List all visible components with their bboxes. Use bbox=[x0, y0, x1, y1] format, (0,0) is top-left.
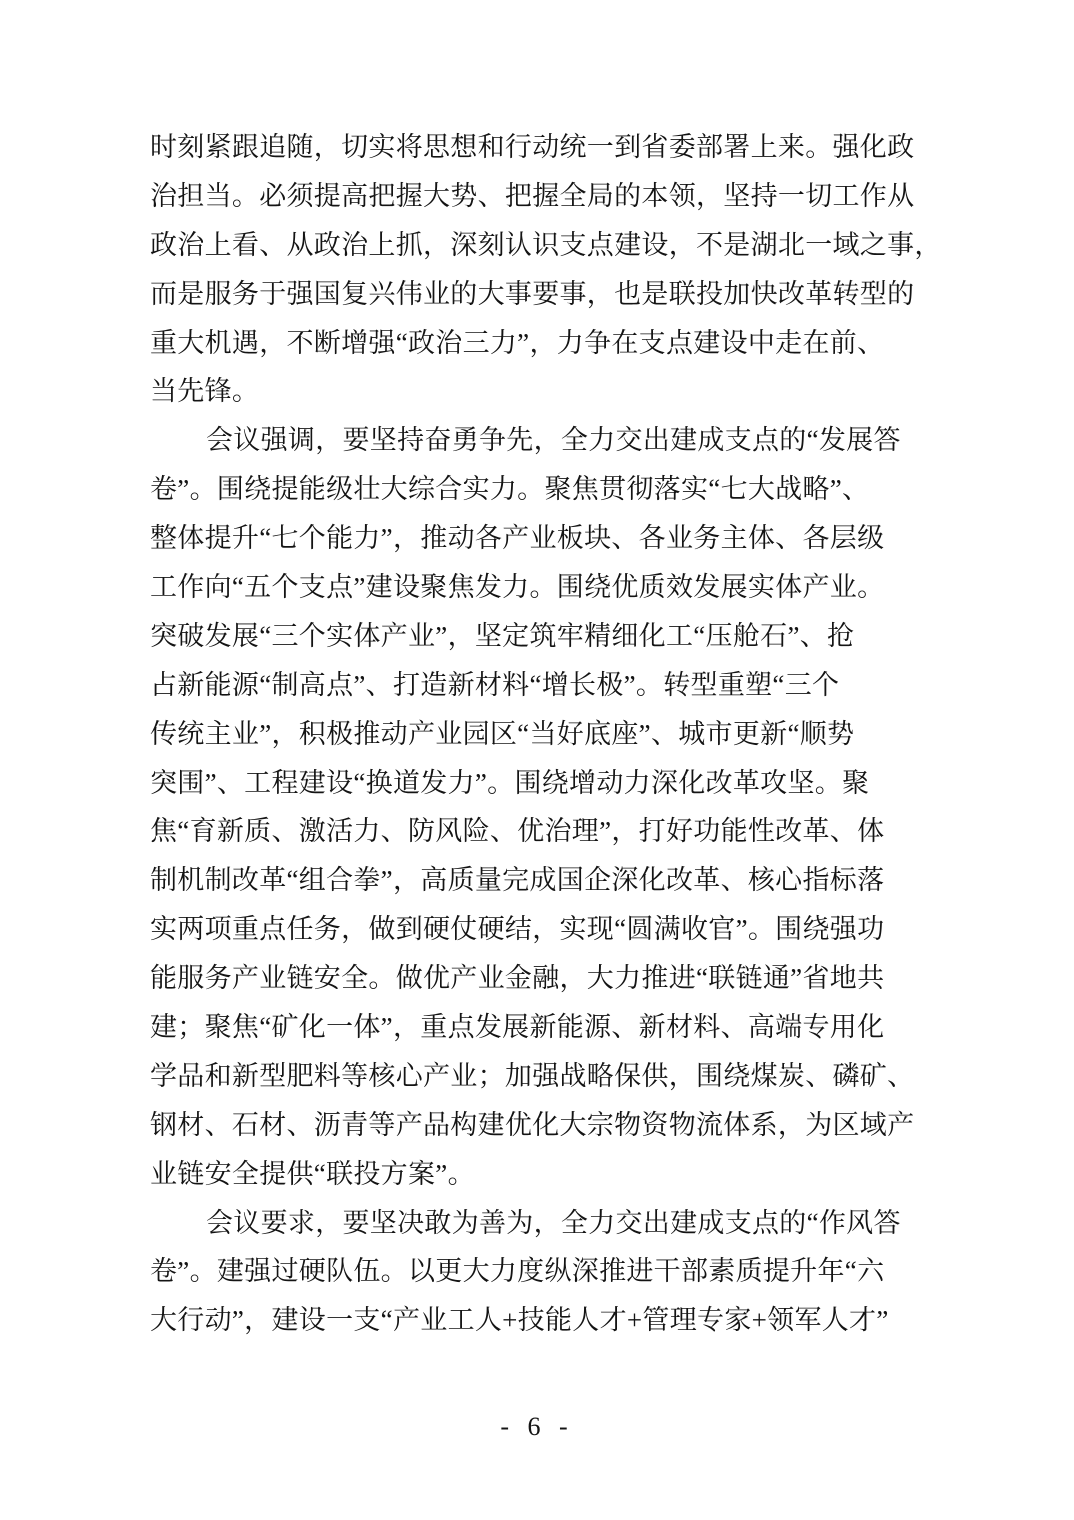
text-line: 会议强调，要坚持奋勇争先，全力交出建成支点的“发展答 bbox=[206, 425, 901, 456]
text-body bbox=[150, 123, 942, 1345]
page-number: - 6 - bbox=[500, 1412, 574, 1441]
text-line: 政治上看、从政治上抓，深刻认识支点建设，不是湖北一域之事， bbox=[150, 229, 942, 260]
text-line: 重大机遇，不断增强“政治三力”，力争在支点建设中走在前、 bbox=[150, 327, 885, 358]
text-line: 工作向“五个支点”建设聚焦发力。围绕优质效发展实体产业。 bbox=[150, 572, 885, 603]
text-line: 建；聚焦“矿化一体”，重点发展新能源、新材料、高端专用化 bbox=[150, 1012, 885, 1043]
text-line: 卷”。建强过硬队伍。以更大力度纵深推进干部素质提升年“六 bbox=[150, 1256, 885, 1287]
text-line: 会议要求，要坚决敢为善为，全力交出建成支点的“作风答 bbox=[206, 1207, 901, 1238]
text-line: 而是服务于强国复兴伟业的大事要事，也是联投加快改革转型的 bbox=[150, 278, 915, 309]
text-line: 学品和新型肥料等核心产业；加强战略保供，围绕煤炭、磷矿、 bbox=[150, 1060, 915, 1091]
text-line: 突围”、工程建设“换道发力”。围绕增动力深化改革攻坚。聚 bbox=[150, 767, 870, 798]
text-line: 大行动”，建设一支“产业工人+技能人才+管理专家+领军人才” bbox=[150, 1305, 889, 1336]
text-line: 业链安全提供“联投方案”。 bbox=[150, 1158, 475, 1189]
text-line: 卷”。围绕提能级壮大综合实力。聚焦贯彻落实“七大战略”、 bbox=[150, 474, 870, 505]
text-line: 能服务产业链安全。做优产业金融，大力推进“联链通”省地共 bbox=[150, 963, 885, 994]
text-line: 制机制改革“组合拳”，高质量完成国企深化改革、核心指标落 bbox=[150, 865, 885, 896]
text-line: 突破发展“三个实体产业”，坚定筑牢精细化工“压舱石”、抢 bbox=[150, 620, 855, 651]
text-line: 传统主业”，积极推动产业园区“当好底座”、城市更新“顺势 bbox=[150, 718, 855, 749]
text-line: 时刻紧跟追随，切实将思想和行动统一到省委部署上来。强化政 bbox=[150, 132, 915, 162]
text-line: 实两项重点任务，做到硬仗硬结，实现“圆满收官”。围绕强功 bbox=[150, 914, 885, 945]
text-line: 焦“育新质、激活力、防风险、优治理”，打好功能性改革、体 bbox=[150, 816, 885, 847]
text-line: 整体提升“七个能力”，推动各产业板块、各业务主体、各层级 bbox=[150, 523, 885, 554]
text-line: 占新能源“制高点”、打造新材料“增长极”。转型重塑“三个 bbox=[150, 669, 840, 700]
text-line: 当先锋。 bbox=[150, 376, 260, 407]
text-line: 钢材、石材、沥青等产品构建优化大宗物资物流体系，为区域产 bbox=[150, 1109, 915, 1140]
text-line: 治担当。必须提高把握大势、把握全局的本领，坚持一切工作从 bbox=[150, 180, 915, 211]
